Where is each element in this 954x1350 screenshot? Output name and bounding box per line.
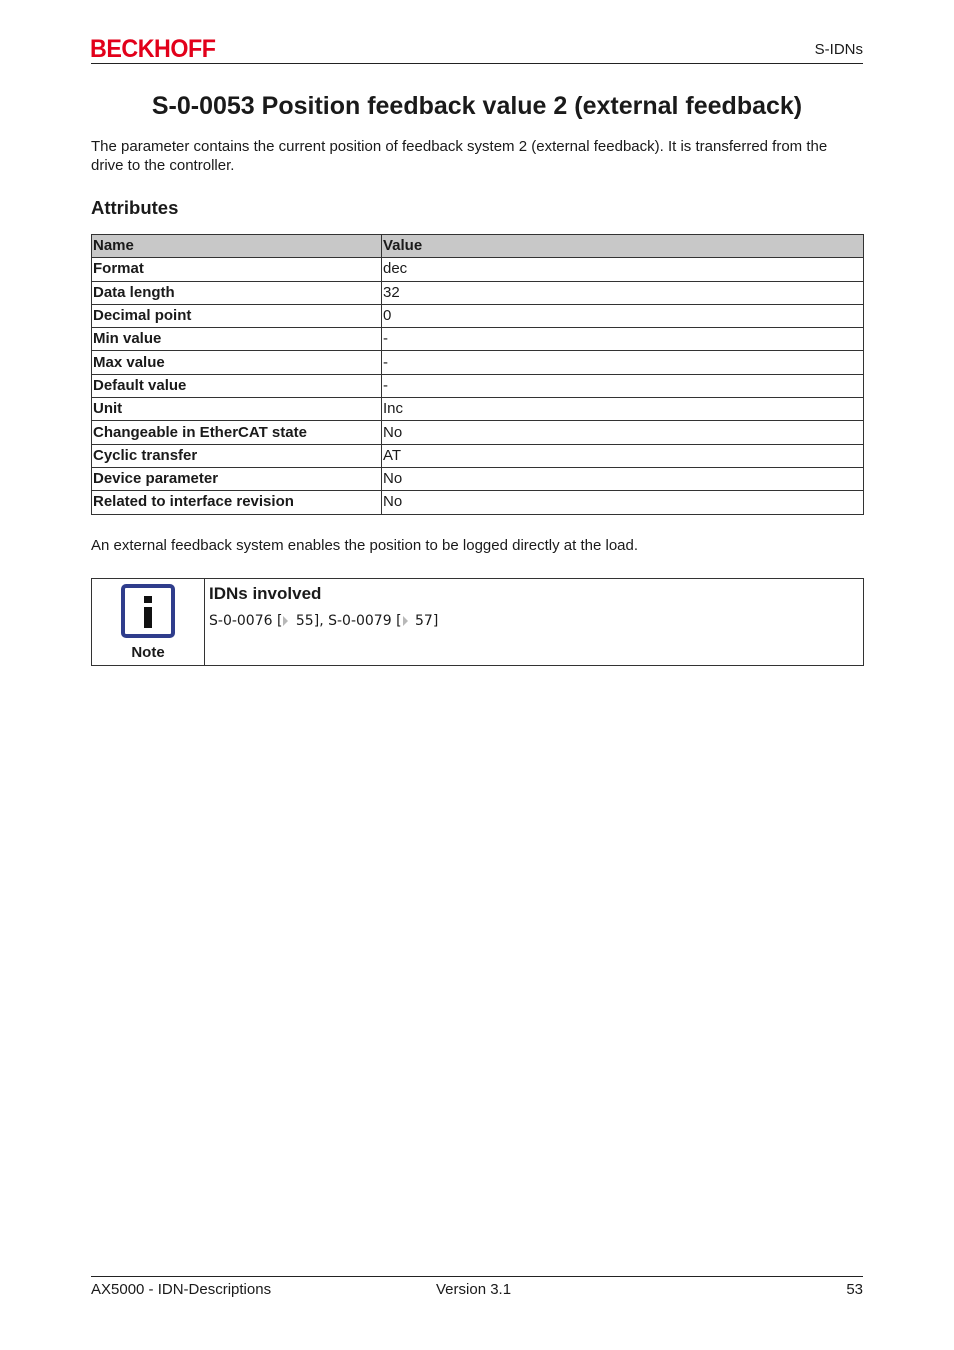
attribute-name: Related to interface revision (92, 491, 382, 514)
footer-divider (91, 1276, 863, 1277)
section-label: S-IDNs (814, 41, 863, 58)
beckhoff-logo: BECKHOFF (90, 35, 216, 63)
idn-link[interactable]: S-0-0076 (209, 613, 273, 629)
attribute-value: No (382, 467, 864, 490)
attribute-value: No (382, 421, 864, 444)
attribute-name: Cyclic transfer (92, 444, 382, 467)
table-row (92, 328, 864, 351)
attribute-value: Inc (382, 398, 864, 421)
footer-page-number: 53 (846, 1281, 863, 1298)
attribute-name: Decimal point (92, 304, 382, 327)
table-row (92, 351, 864, 374)
attribute-value: AT (382, 444, 864, 467)
attribute-value: - (382, 374, 864, 397)
page-reference[interactable]: 55 (291, 613, 314, 629)
separator: , (319, 613, 329, 629)
bracket-open: [ (272, 613, 283, 629)
attribute-name: Data length (92, 281, 382, 304)
bracket-close: ] (313, 613, 320, 629)
load-feedback-paragraph: An external feedback system enables the position to be logged directly at the load. (91, 537, 639, 554)
column-header-value: Value (382, 235, 864, 258)
attribute-name: Default value (92, 374, 382, 397)
attributes-heading: Attributes (91, 197, 179, 218)
table-row (92, 258, 864, 281)
table-row (92, 374, 864, 397)
attribute-value: 0 (382, 304, 864, 327)
bracket-close: ] (432, 613, 439, 629)
note-box (91, 578, 864, 666)
note-heading: IDNs involved (209, 584, 322, 603)
table-row (92, 467, 864, 490)
info-icon (121, 584, 175, 638)
table-row (92, 444, 864, 467)
table-header-row (92, 235, 864, 258)
attribute-name: Max value (92, 351, 382, 374)
header-divider (91, 63, 863, 64)
attribute-name: Device parameter (92, 467, 382, 490)
attribute-value: - (382, 351, 864, 374)
attribute-value: - (382, 328, 864, 351)
attribute-name: Changeable in EtherCAT state (92, 421, 382, 444)
attribute-name: Unit (92, 398, 382, 421)
idn-references (209, 612, 438, 630)
attribute-value: dec (382, 258, 864, 281)
idn-link[interactable]: S-0-0079 (328, 613, 392, 629)
bracket-open: [ (391, 613, 402, 629)
table-row (92, 491, 864, 514)
table-row (92, 421, 864, 444)
page-arrow-icon (403, 616, 408, 626)
footer-document-title: AX5000 - IDN-Descriptions (91, 1281, 272, 1298)
attribute-name: Min value (92, 328, 382, 351)
page-title: S-0-0053 Position feedback value 2 (external feedback) (151, 92, 803, 120)
note-content (205, 579, 438, 665)
table-row (92, 281, 864, 304)
attribute-name: Format (92, 258, 382, 281)
footer-version: Version 3.1 (436, 1281, 512, 1298)
attributes-table (91, 234, 864, 515)
attribute-value: 32 (382, 281, 864, 304)
note-label: Note (131, 644, 165, 661)
page-arrow-icon (283, 616, 288, 626)
note-icon-cell (92, 579, 205, 665)
intro-paragraph: The parameter contains the current position of feedback system 2 (external feedback). It is transferred from the drive to the controller. (91, 138, 828, 174)
column-header-name: Name (92, 235, 382, 258)
attribute-value: No (382, 491, 864, 514)
page-reference[interactable]: 57 (410, 613, 433, 629)
table-row (92, 304, 864, 327)
table-row (92, 398, 864, 421)
